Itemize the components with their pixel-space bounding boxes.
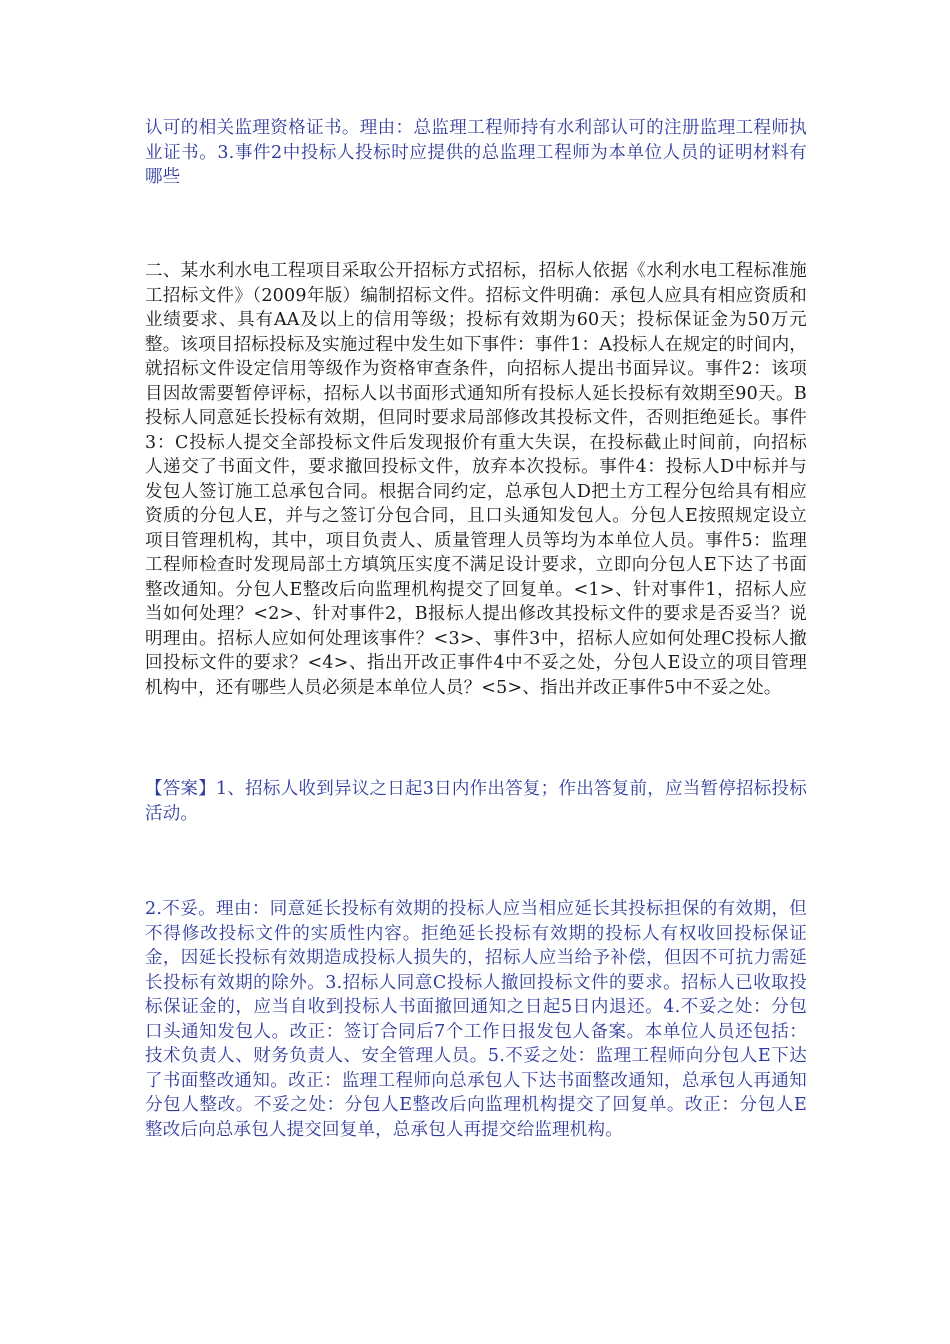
answer-part-one — [145, 777, 807, 826]
previous-answer-continuation: 认可的相关监理资格证书。理由：总监理工程师持有水利部认可的注册监理工程师执业证书。3.事件2中投标人投标时应提供的总监理工程师为本单位人员的证明材料有哪些 — [145, 118, 807, 187]
answer-part-one-text: 1、招标人收到异议之日起3日内作出答复；作出答复前，应当暂停招标投标活动。 — [145, 779, 807, 824]
answer-part-two: 2.不妥。理由：同意延长投标有效期的投标人应当相应延长其投标担保的有效期，但不得修改投标文件的实质性内容。拒绝延长投标有效期的投标人有权收回投标保证金，因延长投标有效期造成投标人损失的，招标人应当给予补偿，但因不可抗力需延长投标有效期的除外。3.招标人同意C投标人撤回投标文件的要求。招标人已收取投标保证金的，应当自收到投标人书面撤回通知之日起5日内退还。4.不妥之处：分包口头通知发包人。改正：签订合同后7个工作日报发包人备案。本单位人员还包括：技术负责人、财务负责人、安全管理人员。5.不妥之处：监理工程师向分包人E下达了书面整改通知。改正：监理工程师向总承包人下达书面整改通知，总承包人再通知分包人整改。不妥之处：分包人E整改后向监理机构提交了回复单。改正：分包人E整改后向总承包人提交回复单，总承包人再提交给监理机构。 — [145, 899, 807, 1140]
question-two-text: 二、某水利水电工程项目采取公开招标方式招标，招标人依据《水利水电工程标准施工招标文件》（2009年版）编制招标文件。招标文件明确：承包人应具有相应资质和业绩要求、具有AA及以上的信用等级；投标有效期为60天；投标保证金为50万元整。该项目招标投标及实施过程中发生如下事件：事件1：A投标人在规定的时间内，就招标文件设定信用等级作为资格审查条件，向招标人提出书面异议。事件2：该项目因故需要暂停评标，招标人以书面形式通知所有投标人延长投标有效期至90天。B投标人同意延长投标有效期，但同时要求局部修改其投标文件，否则拒绝延长。事件3：C投标人提交全部投标文件后发现报价有重大失误，在投标截止时间前，向招标人递交了书面文件，要求撤回投标文件，放弃本次投标。事件4：投标人D中标并与发包人签订施工总承包合同。根据合同约定，总承包人D把土方工程分包给具有相应资质的分包人E，并与之签订分包合同，且口头通知发包人。分包人E按照规定设立项目管理机构，其中，项目负责人、质量管理人员等均为本单位人员。事件5：监理工程师检查时发现局部土方填筑压实度不满足设计要求，立即向分包人E下达了书面整改通知。分包人E整改后向监理机构提交了回复单。<1>、针对事件1，招标人应当如何处理？<2>、针对事件2，B报标人提出修改其投标文件的要求是否妥当？说明理由。招标人应如何处理该事件？<3>、事件3中，招标人应如何处理C投标人撤回投标文件的要求？<4>、指出开改正事件4中不妥之处，分包人E设立的项目管理机构中，还有哪些人员必须是本单位人员？<5>、指出并改正事件5中不妥之处。 — [145, 261, 807, 698]
answer-label: 【答案】 — [145, 779, 217, 799]
